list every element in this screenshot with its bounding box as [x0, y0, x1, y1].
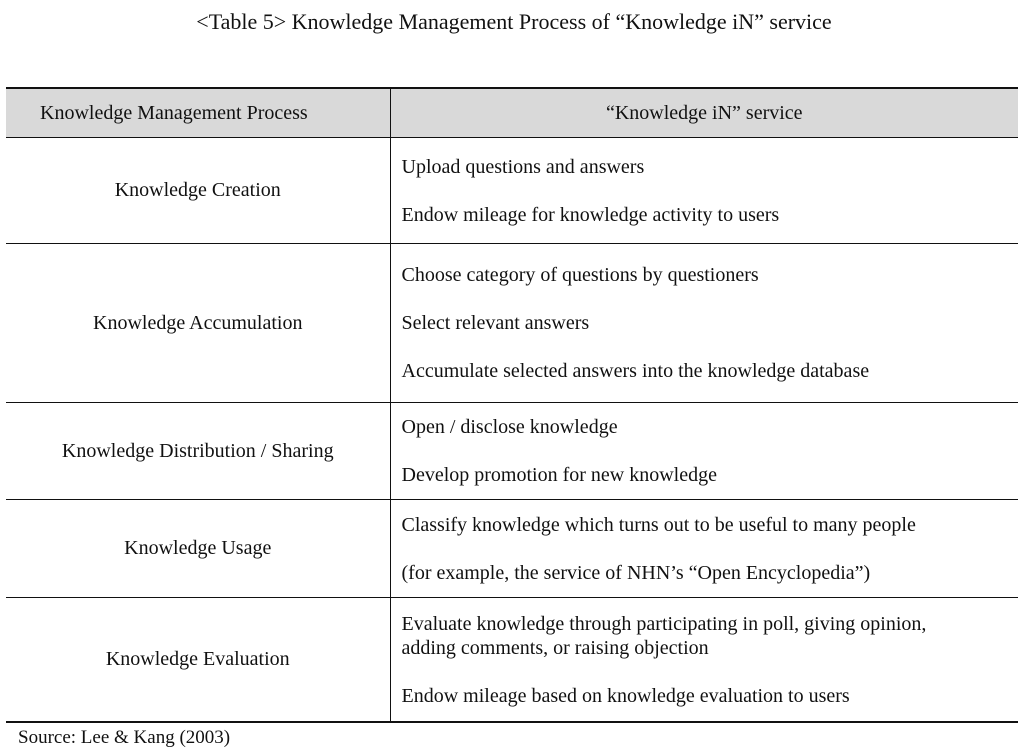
service-cell	[390, 403, 1018, 500]
activity-text: Classify knowledge which turns out to be useful to many people	[401, 513, 916, 536]
activity-text: Upload questions and answers	[401, 155, 645, 178]
table-row	[6, 138, 1018, 244]
process-cell: Knowledge Distribution / Sharing	[6, 403, 390, 500]
process-cell: Knowledge Evaluation	[6, 598, 390, 723]
table-header-row	[6, 88, 1018, 138]
activity-text: Endow mileage based on knowledge evaluation to users	[401, 684, 850, 707]
process-cell: Knowledge Creation	[6, 138, 390, 244]
table-row	[6, 598, 1018, 723]
service-cell	[390, 500, 1018, 598]
table-row	[6, 244, 1018, 403]
knowledge-management-table	[6, 87, 1018, 723]
table-caption: <Table 5> Knowledge Management Process of “Knowledge iN” service	[196, 9, 832, 34]
table-row	[6, 403, 1018, 500]
header-service: “Knowledge iN” service	[390, 88, 1018, 138]
service-cell	[390, 138, 1018, 244]
activity-text: Select relevant answers	[401, 312, 590, 334]
source-note: Source: Lee & Kang (2003)	[18, 727, 231, 748]
process-cell: Knowledge Accumulation	[6, 244, 390, 403]
service-cell	[390, 598, 1018, 723]
header-process: Knowledge Management Process	[6, 88, 390, 138]
activity-text: (for example, the service of NHN’s “Open Encyclopedia”)	[401, 561, 871, 584]
process-cell: Knowledge Usage	[6, 500, 390, 598]
activity-text: Endow mileage for knowledge activity to users	[401, 203, 780, 226]
table-row	[6, 500, 1018, 598]
activity-text: Evaluate knowledge through participating in poll, giving opinion, adding comments, or raising objection	[401, 612, 927, 659]
activity-text: Accumulate selected answers into the knowledge database	[401, 360, 870, 382]
service-cell	[390, 244, 1018, 403]
activity-text: Choose category of questions by questioners	[401, 264, 759, 286]
activity-text: Develop promotion for new knowledge	[401, 464, 717, 486]
activity-text: Open / disclose knowledge	[401, 416, 618, 438]
